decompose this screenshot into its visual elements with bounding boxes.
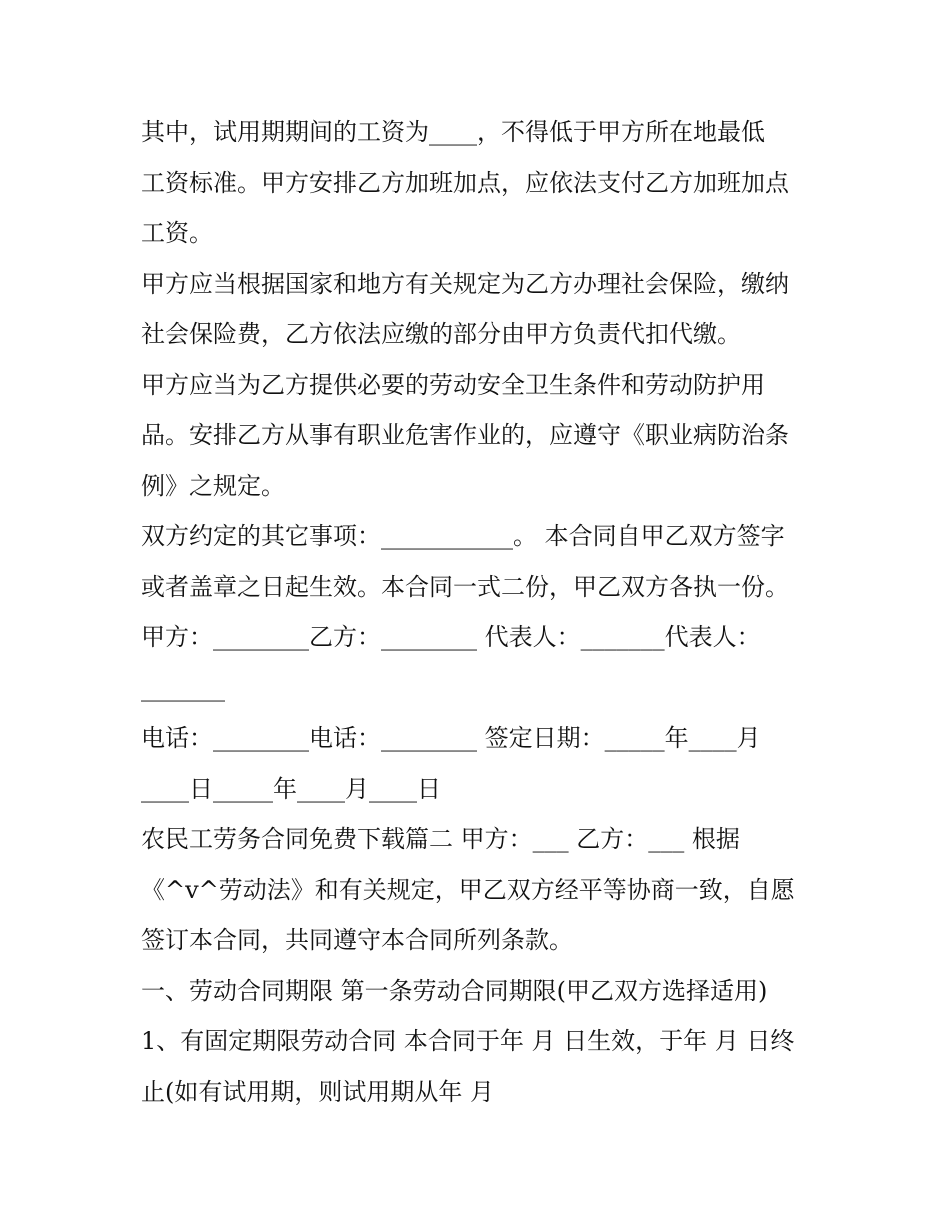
text-line: 止(如有试用期，则试用期从年 月 (141, 1077, 494, 1106)
text-line: 签订本合同，共同遵守本合同所列条款。 (141, 926, 573, 954)
text-line: 工资。 (141, 219, 213, 247)
text-line: 其中，试用期期间的工资为____，不得低于甲方所在地最低 (141, 118, 765, 146)
contract-text (141, 107, 821, 1117)
text-line: 品。安排乙方从事有职业危害作业的，应遵守《职业病防治条 (141, 421, 789, 449)
text-line: 1、有固定期限劳动合同 本合同于年 月 日生效，于年 月 日终 (141, 1027, 795, 1055)
text-line: 一、劳动合同期限 第一条劳动合同期限(甲乙双方选择适用) (141, 976, 768, 1005)
text-line: 或者盖章之日起生效。本合同一式二份，甲乙双方各执一份。 (141, 572, 789, 601)
text-line: _______ (141, 673, 225, 702)
text-line: 电话：________电话：________ 签定日期：_____年____月 (141, 724, 761, 752)
text-line: 工资标准。甲方安排乙方加班加点，应依法支付乙方加班加点 (141, 168, 789, 197)
text-line: 农民工劳务合同免费下载篇二 甲方：___ 乙方：___ 根据 (141, 825, 740, 853)
text-line: 甲方应当根据国家和地方有关规定为乙方办理社会保险，缴纳 (141, 269, 789, 298)
text-line: 甲方应当为乙方提供必要的劳动安全卫生条件和劳动防护用 (141, 370, 765, 399)
text-line: ____日_____年____月____日 (141, 774, 441, 803)
text-line: 《^v^劳动法》和有关规定，甲乙双方经平等协商一致，自愿 (141, 875, 795, 904)
text-line: 双方约定的其它事项：___________。 本合同自甲乙双方签字 (141, 522, 785, 550)
text-line: 甲方：________乙方：________ 代表人：_______代表人： (141, 623, 761, 651)
text-line: 社会保险费，乙方依法应缴的部分由甲方负责代扣代缴。 (141, 320, 741, 348)
text-line: 例》之规定。 (141, 471, 285, 500)
